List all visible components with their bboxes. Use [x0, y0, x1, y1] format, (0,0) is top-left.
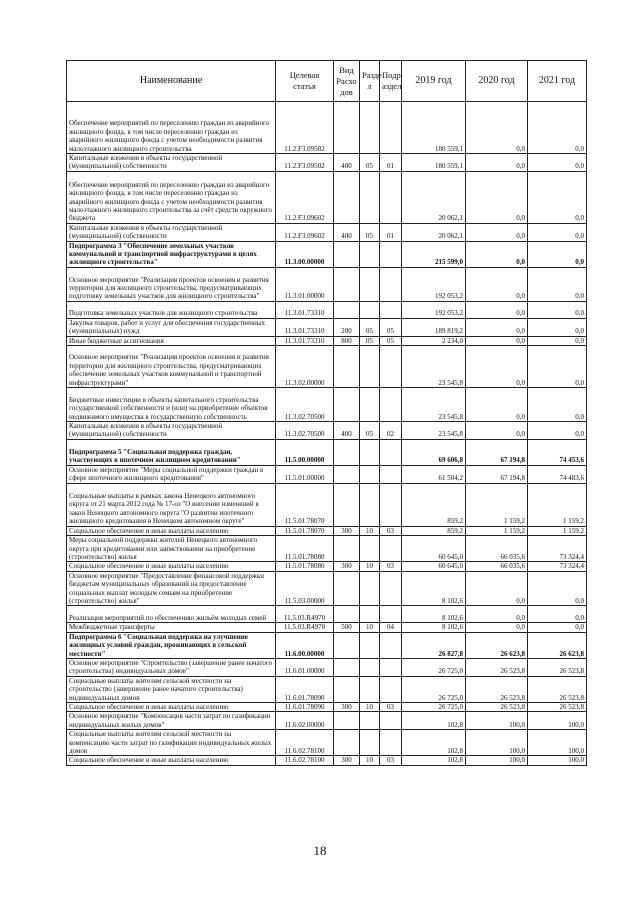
cell-section — [360, 301, 380, 318]
cell-section: 05 — [360, 336, 380, 345]
table-row — [67, 223, 587, 241]
cell-2021: 26 523,8 — [528, 676, 587, 702]
cell-2021: 0,0 — [528, 301, 587, 318]
cell-2021: 1 159,2 — [528, 526, 587, 535]
cell-target-article: 11.3.01.00000 — [276, 267, 334, 301]
cell-subsection — [380, 267, 402, 301]
cell-expense-type — [334, 730, 360, 756]
cell-2019: 69 606,8 — [402, 439, 466, 465]
cell-expense-type: 400 — [334, 223, 360, 241]
header-year-2021: 2021 год — [528, 61, 587, 102]
cell-section — [360, 571, 380, 606]
header-year-2020: 2020 год — [466, 61, 528, 102]
cell-expense-type — [334, 388, 360, 422]
cell-target-article: 11.5.00.00000 — [276, 439, 334, 465]
cell-2020: 0,0 — [466, 336, 528, 345]
cell-name: Подпрограмма 3 "Обеспечение земельных участков коммунальной и транспортной инфраструктурами в целях жилищного строительства" — [67, 241, 276, 267]
cell-2020: 0,0 — [466, 241, 528, 267]
cell-2019: 859,2 — [402, 526, 466, 535]
cell-expense-type — [334, 571, 360, 606]
table-row — [67, 676, 587, 702]
cell-subsection — [380, 465, 402, 483]
cell-expense-type — [334, 301, 360, 318]
cell-2019: 20 062,1 — [402, 171, 466, 223]
cell-2021: 0,0 — [528, 623, 587, 632]
cell-target-article: 11.3.02.70500 — [276, 422, 334, 440]
table-row — [67, 730, 587, 756]
cell-section: 10 — [360, 703, 380, 712]
cell-section — [360, 241, 380, 267]
cell-subsection: 05 — [380, 336, 402, 345]
cell-subsection — [380, 171, 402, 223]
cell-section: 05 — [360, 318, 380, 336]
cell-expense-type: 300 — [334, 562, 360, 571]
cell-2021: 26 523,8 — [528, 658, 587, 676]
table-row — [67, 703, 587, 712]
cell-2019: 192 053,2 — [402, 301, 466, 318]
cell-2020: 0,0 — [466, 606, 528, 623]
header-name: Наименование — [67, 61, 276, 102]
cell-expense-type — [334, 658, 360, 676]
cell-expense-type — [334, 102, 360, 154]
cell-expense-type — [334, 267, 360, 301]
cell-2020: 0,0 — [466, 318, 528, 336]
cell-section: 05 — [360, 154, 380, 172]
cell-section — [360, 465, 380, 483]
cell-name: Социальные выплаты в рамках закона Ненецкого автономного округа от 21 марта 2012 года № 17-оз "О внесении изменений в закон Ненецкого автономного округа "О развитии ипотечного жилищного кредитования в Ненецком автономном округе" — [67, 483, 276, 526]
cell-target-article: 11.5.01.00000 — [276, 465, 334, 483]
cell-expense-type: 400 — [334, 422, 360, 440]
cell-name: Межбюджетные трансферты — [67, 623, 276, 632]
cell-target-article: 11.5.03.00000 — [276, 571, 334, 606]
cell-2021: 100,0 — [528, 756, 587, 765]
cell-2021: 0,0 — [528, 267, 587, 301]
cell-2020: 0,0 — [466, 267, 528, 301]
cell-section — [360, 267, 380, 301]
header-subsection: Подр аздел — [380, 61, 402, 102]
cell-2019: 20 062,1 — [402, 223, 466, 241]
cell-2020: 0,0 — [466, 102, 528, 154]
cell-2019: 8 102,6 — [402, 623, 466, 632]
cell-name: Основное мероприятие "Реализация проектов освоения и развития территории для жилищного строительства, предусматривающих подготовку земельных участков для жилищного строительства" — [67, 267, 276, 301]
cell-subsection — [380, 606, 402, 623]
cell-target-article: 11.2.F3.09602 — [276, 171, 334, 223]
cell-expense-type: 300 — [334, 756, 360, 765]
table-row — [67, 154, 587, 172]
cell-expense-type: 400 — [334, 154, 360, 172]
cell-2019: 8 102,6 — [402, 571, 466, 606]
cell-section — [360, 388, 380, 422]
cell-2021: 26 523,8 — [528, 703, 587, 712]
cell-2019: 26 725,0 — [402, 658, 466, 676]
cell-2021: 1 159,2 — [528, 483, 587, 526]
table-row — [67, 336, 587, 345]
cell-expense-type — [334, 465, 360, 483]
cell-subsection: 01 — [380, 223, 402, 241]
cell-subsection: 05 — [380, 318, 402, 336]
cell-name: Подпрограмма 5 "Социальная поддержка граждан, участвующих в ипотечном жилищном кредитовании" — [67, 439, 276, 465]
cell-section — [360, 658, 380, 676]
cell-2019: 859,2 — [402, 483, 466, 526]
cell-subsection: 02 — [380, 422, 402, 440]
cell-target-article: 11.2.F3.09502 — [276, 154, 334, 172]
cell-target-article: 11.5.03.R4970 — [276, 623, 334, 632]
cell-2020: 26 523,8 — [466, 703, 528, 712]
cell-target-article: 11.6.02.00000 — [276, 712, 334, 730]
table-row — [67, 712, 587, 730]
cell-expense-type: 200 — [334, 318, 360, 336]
cell-section — [360, 346, 380, 388]
cell-section — [360, 606, 380, 623]
cell-2019: 192 053,2 — [402, 267, 466, 301]
cell-name: Основное мероприятие "Реализация проектов освоения и развития территории для жилищного строительства, предусматривающих обеспечение земельных участков коммунальной и транспортной инфраструктурами" — [67, 346, 276, 388]
header-section: Разде л — [360, 61, 380, 102]
cell-section: 10 — [360, 526, 380, 535]
cell-section — [360, 730, 380, 756]
cell-name: Социальное обеспечение и иные выплаты населению — [67, 756, 276, 765]
cell-2020: 0,0 — [466, 301, 528, 318]
cell-2021: 0,0 — [528, 154, 587, 172]
cell-expense-type — [334, 439, 360, 465]
cell-name: Бюджетные инвестиции в объекты капитального строительства государственной собственности и (или) на приобретение объектов недвижимого имущества в государственную собственность — [67, 388, 276, 422]
cell-name: Капитальные вложения в объекты государственной (муниципальной) собственности — [67, 422, 276, 440]
cell-target-article: 11.3.01.73310 — [276, 336, 334, 345]
cell-2020: 0,0 — [466, 388, 528, 422]
cell-section: 10 — [360, 623, 380, 632]
table-body — [67, 102, 587, 766]
cell-2020: 0,0 — [466, 623, 528, 632]
cell-expense-type — [334, 632, 360, 658]
cell-name: Основное мероприятие "Меры социальной поддержки граждан в сфере ипотечного жилищного кредитования" — [67, 465, 276, 483]
cell-expense-type: 300 — [334, 526, 360, 535]
cell-2020: 0,0 — [466, 346, 528, 388]
cell-expense-type: 300 — [334, 703, 360, 712]
table-header-row — [67, 61, 587, 102]
cell-2019: 189 819,2 — [402, 318, 466, 336]
cell-expense-type — [334, 483, 360, 526]
cell-name: Подготовка земельных участков для жилищного строительства — [67, 301, 276, 318]
cell-2020: 67 194,8 — [466, 439, 528, 465]
cell-target-article: 11.2.F3.09602 — [276, 223, 334, 241]
cell-target-article: 11.3.02.70500 — [276, 388, 334, 422]
cell-2021: 100,0 — [528, 712, 587, 730]
header-target-article: Целевая статья — [276, 61, 334, 102]
header-year-2019: 2019 год — [402, 61, 466, 102]
cell-2020: 26 523,8 — [466, 658, 528, 676]
cell-expense-type: 500 — [334, 623, 360, 632]
cell-subsection: 04 — [380, 623, 402, 632]
cell-2021: 74 453,6 — [528, 439, 587, 465]
cell-2020: 100,0 — [466, 712, 528, 730]
cell-section — [360, 632, 380, 658]
cell-name: Социальное обеспечение и иные выплаты населению — [67, 526, 276, 535]
cell-2021: 74 483,6 — [528, 465, 587, 483]
cell-subsection — [380, 536, 402, 562]
cell-expense-type — [334, 346, 360, 388]
table-row — [67, 171, 587, 223]
cell-2020: 100,0 — [466, 730, 528, 756]
table-row — [67, 632, 587, 658]
cell-2020: 0,0 — [466, 171, 528, 223]
cell-name: Иные бюджетные ассигнования — [67, 336, 276, 345]
cell-expense-type — [334, 676, 360, 702]
cell-subsection — [380, 712, 402, 730]
cell-name: Капитальные вложения в объекты государственной (муниципальной) собственности — [67, 154, 276, 172]
table-row — [67, 346, 587, 388]
cell-target-article: 11.3.02.00000 — [276, 346, 334, 388]
cell-2019: 60 645,0 — [402, 562, 466, 571]
table-row — [67, 267, 587, 301]
cell-target-article: 11.5.01.78070 — [276, 526, 334, 535]
table-row — [67, 536, 587, 562]
cell-name: Реализация мероприятий по обеспечению жильём молодых семей — [67, 606, 276, 623]
cell-name: Социальное обеспечение и иные выплаты населению — [67, 703, 276, 712]
cell-2020: 1 159,2 — [466, 526, 528, 535]
cell-2021: 73 324,4 — [528, 536, 587, 562]
cell-2021: 0,0 — [528, 388, 587, 422]
cell-2020: 26 523,8 — [466, 676, 528, 702]
cell-2019: 215 599,0 — [402, 241, 466, 267]
cell-2021: 26 623,8 — [528, 632, 587, 658]
cell-section: 05 — [360, 223, 380, 241]
cell-expense-type — [334, 171, 360, 223]
cell-target-article: 11.6.02.78100 — [276, 756, 334, 765]
cell-2019: 61 504,2 — [402, 465, 466, 483]
cell-expense-type — [334, 606, 360, 623]
cell-2021: 0,0 — [528, 571, 587, 606]
cell-section — [360, 439, 380, 465]
cell-target-article: 11.6.00.00000 — [276, 632, 334, 658]
cell-name: Обеспечение мероприятий по переселению граждан из аварийного жилищного фонда, в том числе переселению граждан из аварийного жилищного фонда с учетом необходимости развития малоэтажного жилищного строительства — [67, 102, 276, 154]
cell-target-article: 11.5.01.78070 — [276, 483, 334, 526]
cell-name: Закупка товаров, работ и услуг для обеспечения государственных (муниципальных) нужд — [67, 318, 276, 336]
cell-target-article: 11.6.01.78090 — [276, 676, 334, 702]
table-row — [67, 388, 587, 422]
cell-2019: 23 545,8 — [402, 346, 466, 388]
cell-target-article: 11.3.00.00000 — [276, 241, 334, 267]
cell-section — [360, 536, 380, 562]
cell-subsection: 03 — [380, 526, 402, 535]
cell-2020: 66 035,6 — [466, 562, 528, 571]
cell-subsection: 03 — [380, 703, 402, 712]
cell-target-article: 11.3.01.73310 — [276, 318, 334, 336]
cell-2021: 0,0 — [528, 223, 587, 241]
cell-name: Основное мероприятие "Компенсация части затрат по газификации индивидуальных жилых домов" — [67, 712, 276, 730]
cell-subsection — [380, 301, 402, 318]
table-row — [67, 623, 587, 632]
cell-target-article: 11.5.01.78080 — [276, 536, 334, 562]
cell-2019: 8 102,6 — [402, 606, 466, 623]
cell-section: 10 — [360, 756, 380, 765]
cell-target-article: 11.3.01.73310 — [276, 301, 334, 318]
cell-2021: 0,0 — [528, 241, 587, 267]
cell-target-article: 11.6.02.78100 — [276, 730, 334, 756]
cell-name: Меры социальной поддержки жителей Ненецкого автономного округа при кредитовании или заимствовании на приобретение (строительство) жилья — [67, 536, 276, 562]
cell-section — [360, 171, 380, 223]
cell-subsection — [380, 483, 402, 526]
page-number: 18 — [313, 843, 327, 858]
table-row — [67, 606, 587, 623]
cell-section — [360, 676, 380, 702]
cell-2021: 100,0 — [528, 730, 587, 756]
cell-target-article: 11.5.03.R4970 — [276, 606, 334, 623]
budget-table — [66, 60, 587, 766]
cell-2019: 180 559,1 — [402, 102, 466, 154]
cell-subsection — [380, 571, 402, 606]
budget-table-sheet — [66, 60, 586, 766]
cell-name: Подпрограмма 6 "Социальная поддержка на улучшение жилищных условий граждан, проживающих в сельской местности" — [67, 632, 276, 658]
cell-2019: 23 545,8 — [402, 388, 466, 422]
table-row — [67, 422, 587, 440]
cell-subsection — [380, 241, 402, 267]
cell-name: Обеспечение мероприятий по переселению граждан из аварийного жилищного фонда, в том числе переселению граждан из аварийного жилищного фонда с учетом необходимости развития малоэтажного жилищного строительства за счёт средств окружного бюджета — [67, 171, 276, 223]
cell-subsection — [380, 632, 402, 658]
cell-2019: 2 234,0 — [402, 336, 466, 345]
cell-2021: 0,0 — [528, 318, 587, 336]
header-expense-type: Вид Расхо дов — [334, 61, 360, 102]
cell-2020: 67 194,8 — [466, 465, 528, 483]
cell-section — [360, 712, 380, 730]
cell-2021: 0,0 — [528, 606, 587, 623]
cell-subsection: 03 — [380, 562, 402, 571]
cell-2020: 0,0 — [466, 154, 528, 172]
cell-target-article: 11.5.01.78080 — [276, 562, 334, 571]
cell-2019: 26 725,0 — [402, 676, 466, 702]
table-row — [67, 658, 587, 676]
cell-expense-type — [334, 712, 360, 730]
cell-target-article: 11.2.F3.09502 — [276, 102, 334, 154]
cell-target-article: 11.6.01.00000 — [276, 658, 334, 676]
cell-2021: 0,0 — [528, 171, 587, 223]
cell-2019: 26 725,0 — [402, 703, 466, 712]
cell-2021: 73 324,4 — [528, 562, 587, 571]
cell-2019: 102,8 — [402, 730, 466, 756]
cell-subsection — [380, 658, 402, 676]
table-row — [67, 756, 587, 765]
cell-target-article: 11.6.01.78090 — [276, 703, 334, 712]
cell-2019: 102,8 — [402, 712, 466, 730]
cell-2019: 60 645,0 — [402, 536, 466, 562]
cell-2020: 0,0 — [466, 571, 528, 606]
table-row — [67, 465, 587, 483]
cell-2019: 26 827,8 — [402, 632, 466, 658]
cell-2020: 1 159,2 — [466, 483, 528, 526]
cell-expense-type: 800 — [334, 336, 360, 345]
cell-section: 10 — [360, 562, 380, 571]
table-row — [67, 241, 587, 267]
cell-2020: 26 623,8 — [466, 632, 528, 658]
cell-name: Социальные выплаты жителям сельской местности на строительство (завершение ранее начатого строительства) индивидуальных домов — [67, 676, 276, 702]
cell-2019: 23 545,8 — [402, 422, 466, 440]
cell-subsection — [380, 730, 402, 756]
table-row — [67, 526, 587, 535]
cell-2021: 0,0 — [528, 102, 587, 154]
table-row — [67, 102, 587, 154]
cell-subsection — [380, 439, 402, 465]
table-row — [67, 318, 587, 336]
cell-2021: 0,0 — [528, 336, 587, 345]
cell-name: Социальные выплаты жителям сельской местности на компенсацию части затрат по газификации индивидуальных жилых домов — [67, 730, 276, 756]
cell-expense-type — [334, 241, 360, 267]
table-row — [67, 562, 587, 571]
table-row — [67, 439, 587, 465]
cell-2021: 0,0 — [528, 346, 587, 388]
cell-section: 05 — [360, 422, 380, 440]
cell-subsection — [380, 676, 402, 702]
cell-name: Основное мероприятие "Предоставление финансовой поддержки бюджетам муниципальных образований на предоставление социальных выплат молодым семьям на приобретение (строительство) жилья" — [67, 571, 276, 606]
cell-2020: 100,0 — [466, 756, 528, 765]
cell-2021: 0,0 — [528, 422, 587, 440]
cell-2020: 66 035,6 — [466, 536, 528, 562]
cell-subsection: 01 — [380, 154, 402, 172]
cell-2020: 0,0 — [466, 223, 528, 241]
cell-name: Капитальные вложения в объекты государственной (муниципальной) собственности — [67, 223, 276, 241]
cell-2019: 180 559,1 — [402, 154, 466, 172]
cell-subsection — [380, 388, 402, 422]
cell-2020: 0,0 — [466, 422, 528, 440]
cell-section — [360, 102, 380, 154]
cell-name: Основное мероприятие "Строительство (завершение ранее начатого строительства) индивидуальных домов" — [67, 658, 276, 676]
table-row — [67, 571, 587, 606]
cell-subsection — [380, 102, 402, 154]
table-row — [67, 483, 587, 526]
cell-section — [360, 483, 380, 526]
cell-2019: 102,8 — [402, 756, 466, 765]
cell-subsection — [380, 346, 402, 388]
cell-subsection: 03 — [380, 756, 402, 765]
cell-name: Социальное обеспечение и иные выплаты населению — [67, 562, 276, 571]
table-row — [67, 301, 587, 318]
cell-expense-type — [334, 536, 360, 562]
